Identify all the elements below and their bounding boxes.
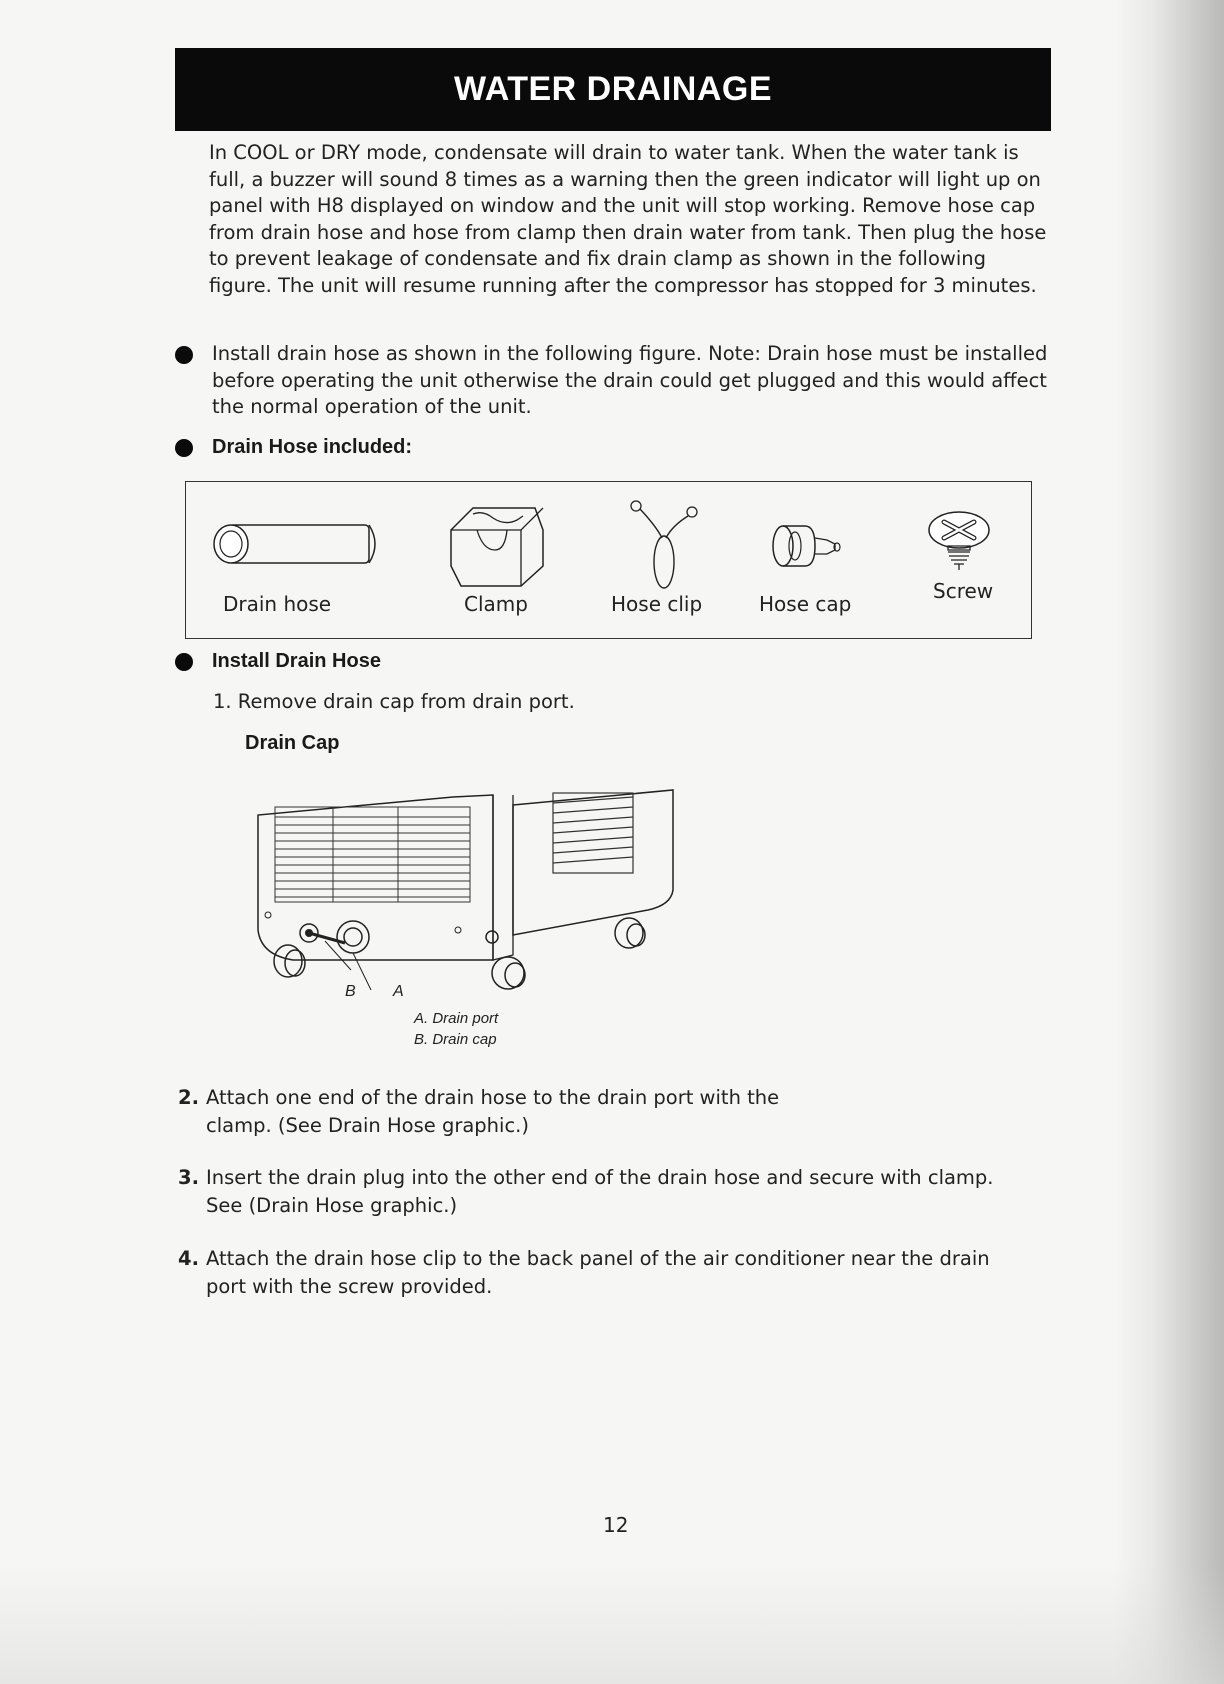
air-conditioner-illustration — [253, 785, 693, 1010]
bullet-icon — [175, 439, 193, 457]
figure-label-b: B — [345, 983, 356, 1000]
bullet-icon — [175, 346, 193, 364]
drain-hose-label: Drain hose — [223, 592, 332, 616]
intro-paragraph: In COOL or DRY mode, condensate will drain to water tank. When the water tank is full, a buzzer will sound 8 times as a warning then the green indicator will light up on panel with H8 displayed on window and the unit will stop working. Remove hose cap from drain hose and hose from clamp then drain water from tank. Then plug the hose to prevent leakage of condensate and fix drain clamp as shown in the following figure. The unit will resume running after the compressor has stopped for 3 minutes. — [209, 141, 1047, 297]
step-text: Insert the drain plug into the other end of the drain hose and secure with clamp. See (Drain Hose graphic.) — [206, 1166, 994, 1217]
screw-part — [924, 510, 994, 584]
section-header — [175, 48, 1051, 131]
step-number: 2. — [178, 1086, 199, 1109]
step-4 — [178, 1245, 1026, 1301]
step-3 — [178, 1164, 1026, 1220]
section-title: WATER DRAINAGE — [453, 70, 773, 108]
step-number: 3. — [178, 1166, 199, 1189]
hose-clip-label: Hose clip — [611, 592, 703, 616]
hose-clip-part — [626, 496, 706, 596]
clamp-part — [443, 500, 553, 592]
page-number: 12 — [603, 1513, 629, 1537]
included-heading: Drain Hose included: — [212, 436, 413, 458]
page-edge-shadow — [1114, 0, 1224, 1684]
bullet-install-drain-hose — [175, 648, 381, 674]
page-bottom-shade — [0, 1564, 1224, 1684]
drain-port-figure — [253, 785, 693, 1010]
step-number: 4. — [178, 1247, 199, 1270]
drain-cap-heading: Drain Cap — [245, 732, 340, 754]
hose-cap-icon — [769, 522, 849, 572]
screw-label: Screw — [933, 579, 994, 603]
step-1: 1. Remove drain cap from drain port. — [213, 690, 575, 713]
screw-icon — [924, 510, 994, 580]
caption-drain-port: A. Drain port — [414, 1010, 499, 1027]
hose-cap-part — [769, 522, 849, 576]
bullet-install-note — [175, 341, 1055, 421]
clamp-label: Clamp — [464, 592, 528, 616]
bullet-icon — [175, 653, 193, 671]
caption-drain-cap: B. Drain cap — [414, 1031, 497, 1048]
install-drain-hose-heading: Install Drain Hose — [212, 650, 381, 672]
hose-cap-label: Hose cap — [759, 592, 852, 616]
step-text: Attach the drain hose clip to the back panel of the air conditioner near the drain port with the screw provided. — [206, 1247, 990, 1298]
install-note-text: Install drain hose as shown in the following figure. Note: Drain hose must be installed before operating the unit otherwise the drain could get plugged and this would affect the normal operation of the unit. — [212, 342, 1048, 419]
parts-box — [185, 481, 1032, 639]
clamp-icon — [443, 500, 553, 588]
bullet-included — [175, 434, 412, 460]
hose-clip-icon — [626, 496, 706, 592]
drain-hose-part — [211, 522, 381, 572]
step-text: Attach one end of the drain hose to the drain port with the clamp. (See Drain Hose graphic.) — [206, 1086, 780, 1137]
drain-hose-icon — [211, 522, 381, 568]
step-2 — [178, 1084, 846, 1140]
figure-label-a: A — [393, 983, 404, 1000]
